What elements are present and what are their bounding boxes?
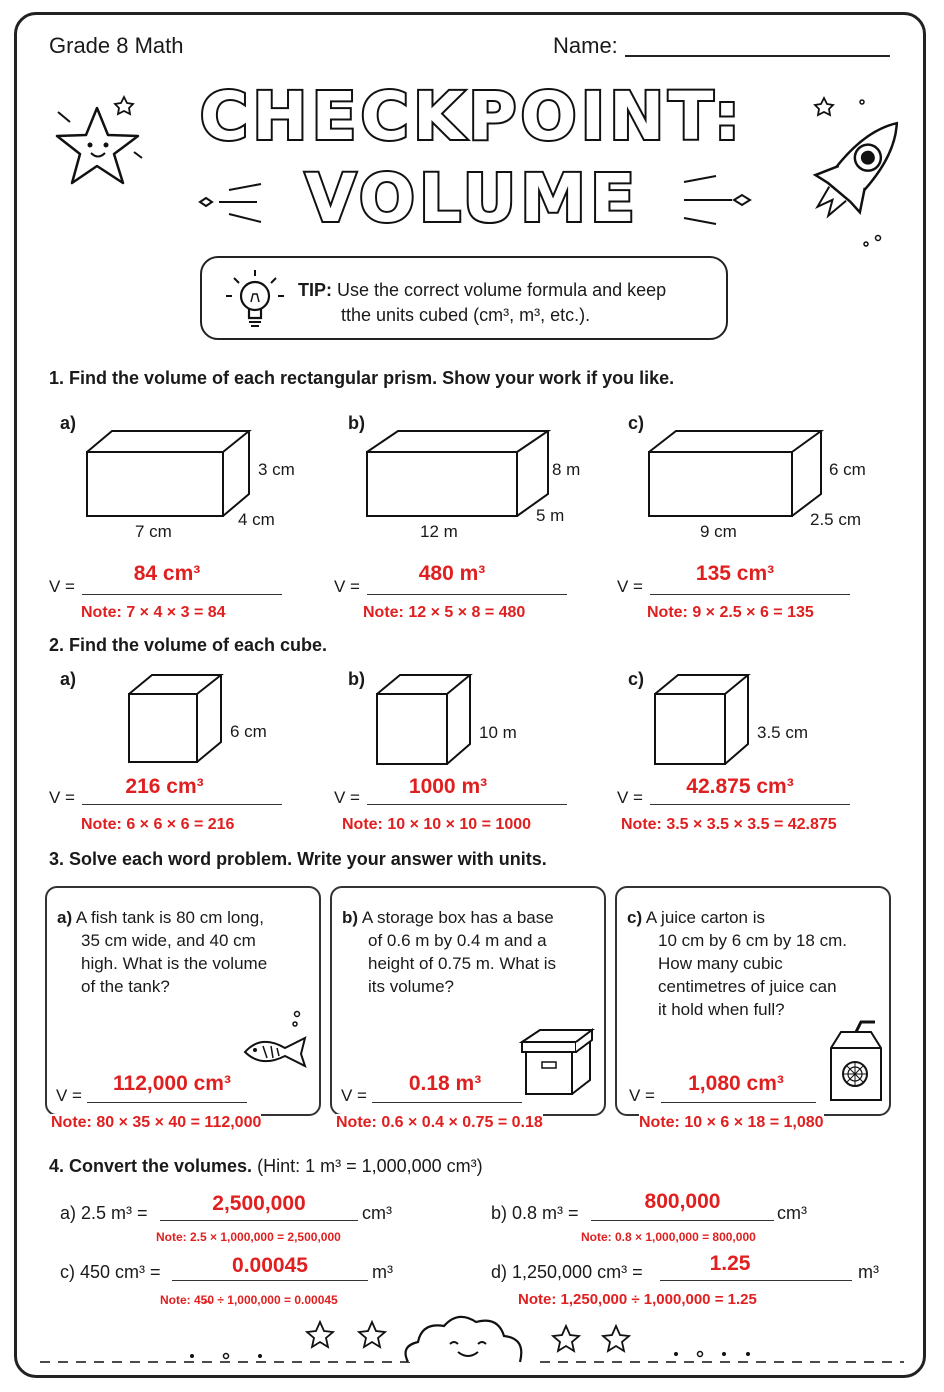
q3c-note: Note: 10 × 6 × 18 = 1,080 [639, 1114, 824, 1131]
q3a-line-3: high. What is the volume [81, 954, 268, 973]
rocket-icon [790, 88, 900, 258]
q2a-answer: 216 cm³ [125, 775, 204, 798]
speed-lines-right-icon [680, 172, 760, 232]
q4c-prompt: c) 450 cm³ = [60, 1262, 161, 1282]
q1c-height: 6 cm [829, 460, 866, 479]
q3a-line-2: 35 cm wide, and 40 cm [81, 931, 256, 950]
q3b-line-2: of 0.6 m by 0.4 m and a [368, 931, 547, 950]
q2a-cube-diagram [128, 674, 228, 766]
q2a-answer-line[interactable] [82, 804, 282, 805]
question-4-title: 4. Convert the volumes. [49, 1156, 253, 1176]
q2c-side: 3.5 cm [757, 723, 809, 742]
q1b-answer-line[interactable] [367, 594, 567, 595]
q1a-answer: 84 cm³ [133, 562, 201, 585]
q4b-note: Note: 0.8 × 1,000,000 = 800,000 [581, 1230, 756, 1244]
q1c-length: 9 cm [700, 522, 737, 541]
q4d-answer: 1.25 [709, 1252, 751, 1275]
q4b-prompt: b) 0.8 m³ = [491, 1203, 579, 1223]
q4d-unit: m³ [858, 1262, 879, 1282]
q1b-answer: 480 m³ [418, 562, 486, 585]
q4c-answer-line[interactable] [172, 1280, 368, 1281]
q1c-prism-diagram [648, 430, 828, 520]
question-2-title: 2. Find the volume of each cube. [49, 635, 328, 655]
q3c-line-2: 10 cm by 6 cm by 18 cm. [658, 931, 847, 950]
tip-text [298, 278, 666, 328]
title-line-2: VOLUME [304, 160, 640, 237]
q1c-v-label: V = [617, 577, 643, 596]
smiling-star-icon [50, 90, 160, 200]
q3a-answer: 112,000 cm³ [113, 1072, 231, 1095]
q3a-line-4: of the tank? [81, 977, 170, 996]
q3c-line-3: How many cubic [658, 954, 783, 973]
q4b-answer: 800,000 [644, 1190, 721, 1213]
q2b-side: 10 m [479, 723, 517, 742]
q3a-text [57, 906, 267, 998]
question-4-hint: (Hint: 1 m³ = 1,000,000 cm³) [257, 1156, 483, 1176]
q3c-line-4: centimetres of juice can [658, 977, 837, 996]
q2a-note: Note: 6 × 6 × 6 = 216 [81, 816, 235, 833]
q3a-v-label: V = [56, 1086, 82, 1105]
name-field[interactable] [625, 55, 890, 57]
q3b-text [342, 906, 556, 998]
question-1-title: 1. Find the volume of each rectangular prism. Show your work if you like. [49, 368, 675, 388]
q3a-box [45, 886, 321, 1116]
q4d-prompt: d) 1,250,000 cm³ = [491, 1262, 643, 1282]
question-3-title: 3. Solve each word problem. Write your answer with units. [49, 849, 547, 869]
q1a-note: Note: 7 × 4 × 3 = 84 [81, 604, 226, 621]
q4c-unit: m³ [372, 1262, 393, 1282]
q3b-line-4: its volume? [368, 977, 454, 996]
fish-icon [241, 1008, 313, 1070]
q3b-answer-line[interactable] [372, 1102, 522, 1103]
q1b-width: 5 m [536, 506, 565, 525]
tip-box [200, 256, 728, 340]
juice-carton-icon [825, 1018, 885, 1104]
question-4-header [49, 1156, 483, 1177]
q4d-note: Note: 1,250,000 ÷ 1,000,000 = 1.25 [518, 1291, 757, 1308]
q2c-cube-diagram [654, 674, 754, 768]
q1b-length: 12 m [420, 522, 458, 541]
q2b-answer: 1000 m³ [408, 775, 488, 798]
q2a-v-label: V = [49, 788, 75, 807]
q2c-answer: 42.875 cm³ [686, 775, 794, 798]
q4c-answer: 0.00045 [232, 1254, 308, 1277]
q3b-line-1: A storage box has a base [361, 908, 554, 927]
q3c-box [615, 886, 891, 1116]
name-label: Name: [553, 33, 618, 58]
q2c-label: c) [628, 669, 645, 689]
q3b-v-label: V = [341, 1086, 367, 1105]
q3b-label: b) [342, 908, 359, 927]
q2b-answer-line[interactable] [367, 804, 567, 805]
q3c-answer-line[interactable] [661, 1102, 816, 1103]
q2b-v-label: V = [334, 788, 360, 807]
q3b-box [330, 886, 606, 1116]
q2a-side: 6 cm [230, 722, 267, 741]
q2c-note: Note: 3.5 × 3.5 × 3.5 = 42.875 [621, 816, 837, 833]
q1a-width: 4 cm [238, 510, 275, 529]
q1a-v-label: V = [49, 577, 75, 596]
q1a-label: a) [60, 413, 77, 433]
q1a-length: 7 cm [135, 522, 172, 541]
q4a-prompt: a) 2.5 m³ = [60, 1203, 148, 1223]
q4a-answer: 2,500,000 [212, 1192, 306, 1215]
q4b-unit: cm³ [777, 1203, 807, 1223]
q1b-note: Note: 12 × 5 × 8 = 480 [363, 604, 526, 621]
q3b-answer: 0.18 m³ [408, 1072, 482, 1095]
q2c-v-label: V = [617, 788, 643, 807]
q1c-note: Note: 9 × 2.5 × 6 = 135 [647, 604, 814, 621]
q2c-answer-line[interactable] [650, 804, 850, 805]
q4c-note: Note: 45̶0 ÷ 1,000,000 = 0.00045 [160, 1293, 338, 1307]
q2b-cube-diagram [376, 674, 476, 768]
q2b-note: Note: 10 × 10 × 10 = 1000 [342, 816, 532, 833]
q4b-answer-line[interactable] [591, 1220, 774, 1221]
q3c-v-label: V = [629, 1086, 655, 1105]
q3a-answer-line[interactable] [87, 1102, 247, 1103]
q3c-answer: 1,080 cm³ [688, 1072, 784, 1095]
grade-label: Grade 8 Math [49, 33, 184, 58]
q4d-answer-line[interactable] [660, 1280, 852, 1281]
q4a-note: Note: 2.5 × 1,000,000 = 2,500,000 [156, 1230, 341, 1244]
q2b-label: b) [348, 669, 365, 689]
q1b-v-label: V = [334, 577, 360, 596]
lightbulb-icon [220, 266, 290, 334]
q3c-text [627, 906, 847, 1021]
q1b-prism-diagram [366, 430, 556, 520]
q1a-height: 3 cm [258, 460, 295, 479]
bottom-decoration [30, 1310, 914, 1370]
q1c-label: c) [628, 413, 645, 433]
q1b-height: 8 m [552, 460, 581, 479]
q3b-line-3: height of 0.75 m. What is [368, 954, 557, 973]
tip-line-1: Use the correct volume formula and keep [337, 280, 667, 300]
q2a-label: a) [60, 669, 77, 689]
q3a-note: Note: 80 × 35 × 40 = 112,000 [51, 1114, 262, 1131]
speed-lines-left-icon [195, 180, 275, 230]
q3c-line-5: it hold when full? [658, 1000, 785, 1019]
tip-line-2: tthe units cubed (cm³, m³, etc.). [341, 305, 591, 325]
q1a-prism-diagram [86, 430, 256, 520]
q1c-answer: 135 cm³ [695, 562, 775, 585]
q4a-answer-line[interactable] [160, 1220, 358, 1221]
box-icon [520, 1028, 594, 1098]
q3c-label: c) [627, 908, 643, 927]
title-line-1: CHECKPOINT: [199, 78, 745, 155]
q1b-label: b) [348, 413, 365, 433]
q3a-line-1: A fish tank is 80 cm long, [75, 908, 264, 927]
q4a-unit: cm³ [362, 1203, 392, 1223]
q3b-note: Note: 0.6 × 0.4 × 0.75 = 0.18 [336, 1114, 543, 1131]
q3c-line-1: A juice carton is [645, 908, 765, 927]
tip-label: TIP: [298, 280, 332, 300]
q3a-label: a) [57, 908, 73, 927]
q1c-width: 2.5 cm [810, 510, 862, 529]
q1a-answer-line[interactable] [82, 594, 282, 595]
q1c-answer-line[interactable] [650, 594, 850, 595]
